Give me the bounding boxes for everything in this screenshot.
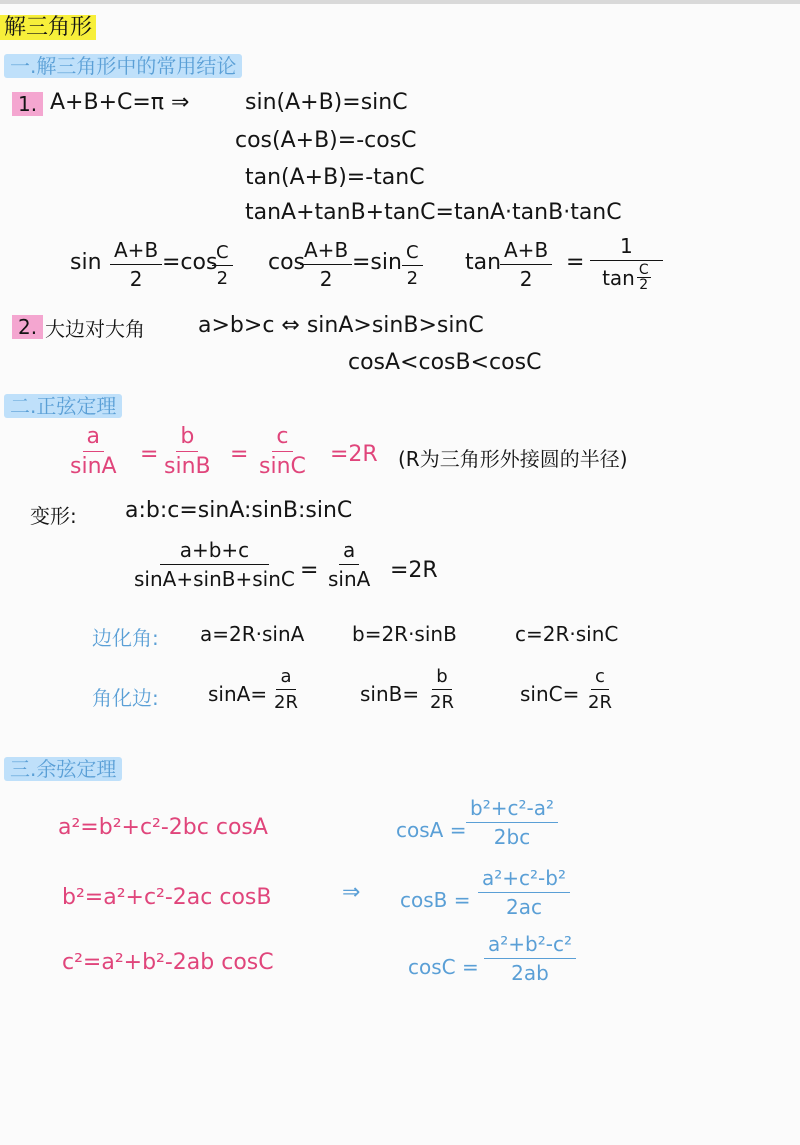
side-to-angle-3: c=2R·sinC [515,622,619,646]
page-top-border [0,0,800,4]
implies-arrow: ⇒ [342,880,361,905]
section2-heading: 二.正弦定理 [4,390,122,419]
item1-line-4: tanA+tanB+tanC=tanA·tanB·tanC [245,200,622,225]
page-title [0,10,96,41]
side-to-angle-2: b=2R·sinB [352,622,457,646]
side-to-angle-1: a=2R·sinA [200,622,305,646]
side-to-angle-label: 边化角: [92,626,159,650]
section1-heading: 一.解三角形中的常用结论 [4,50,242,79]
cosine-law-3: c²=a²+b²-2ab cosC [62,950,274,975]
section3-heading: 三.余弦定理 [4,753,122,782]
item2-line-1: a>b>c ⇔ sinA>sinB>sinC [198,313,484,338]
item2-text: 大边对大角 [45,317,145,341]
cosine-law-1: a²=b²+c²-2bc cosA [58,815,268,840]
cosine-law-2: b²=a²+c²-2ac cosB [62,885,272,910]
item1-number: 1. [12,92,43,116]
variant-label: 变形: [30,504,77,528]
page-title-text: 解三角形 [0,15,96,40]
item1-line-2: cos(A+B)=-cosC [235,128,417,153]
item2-number: 2. [12,315,43,339]
item1-line-3: tan(A+B)=-tanC [245,165,425,190]
item2-line-2: cosA<cosB<cosC [348,350,542,375]
angle-to-side-label: 角化边: [92,686,159,710]
item1-line-1: sin(A+B)=sinC [245,90,408,115]
variant-line-1: a:b:c=sinA:sinB:sinC [125,498,353,523]
item1-lhs: A+B+C=π ⇒ [50,90,190,115]
law-of-sines-note: (R为三角形外接圆的半径) [398,447,628,471]
